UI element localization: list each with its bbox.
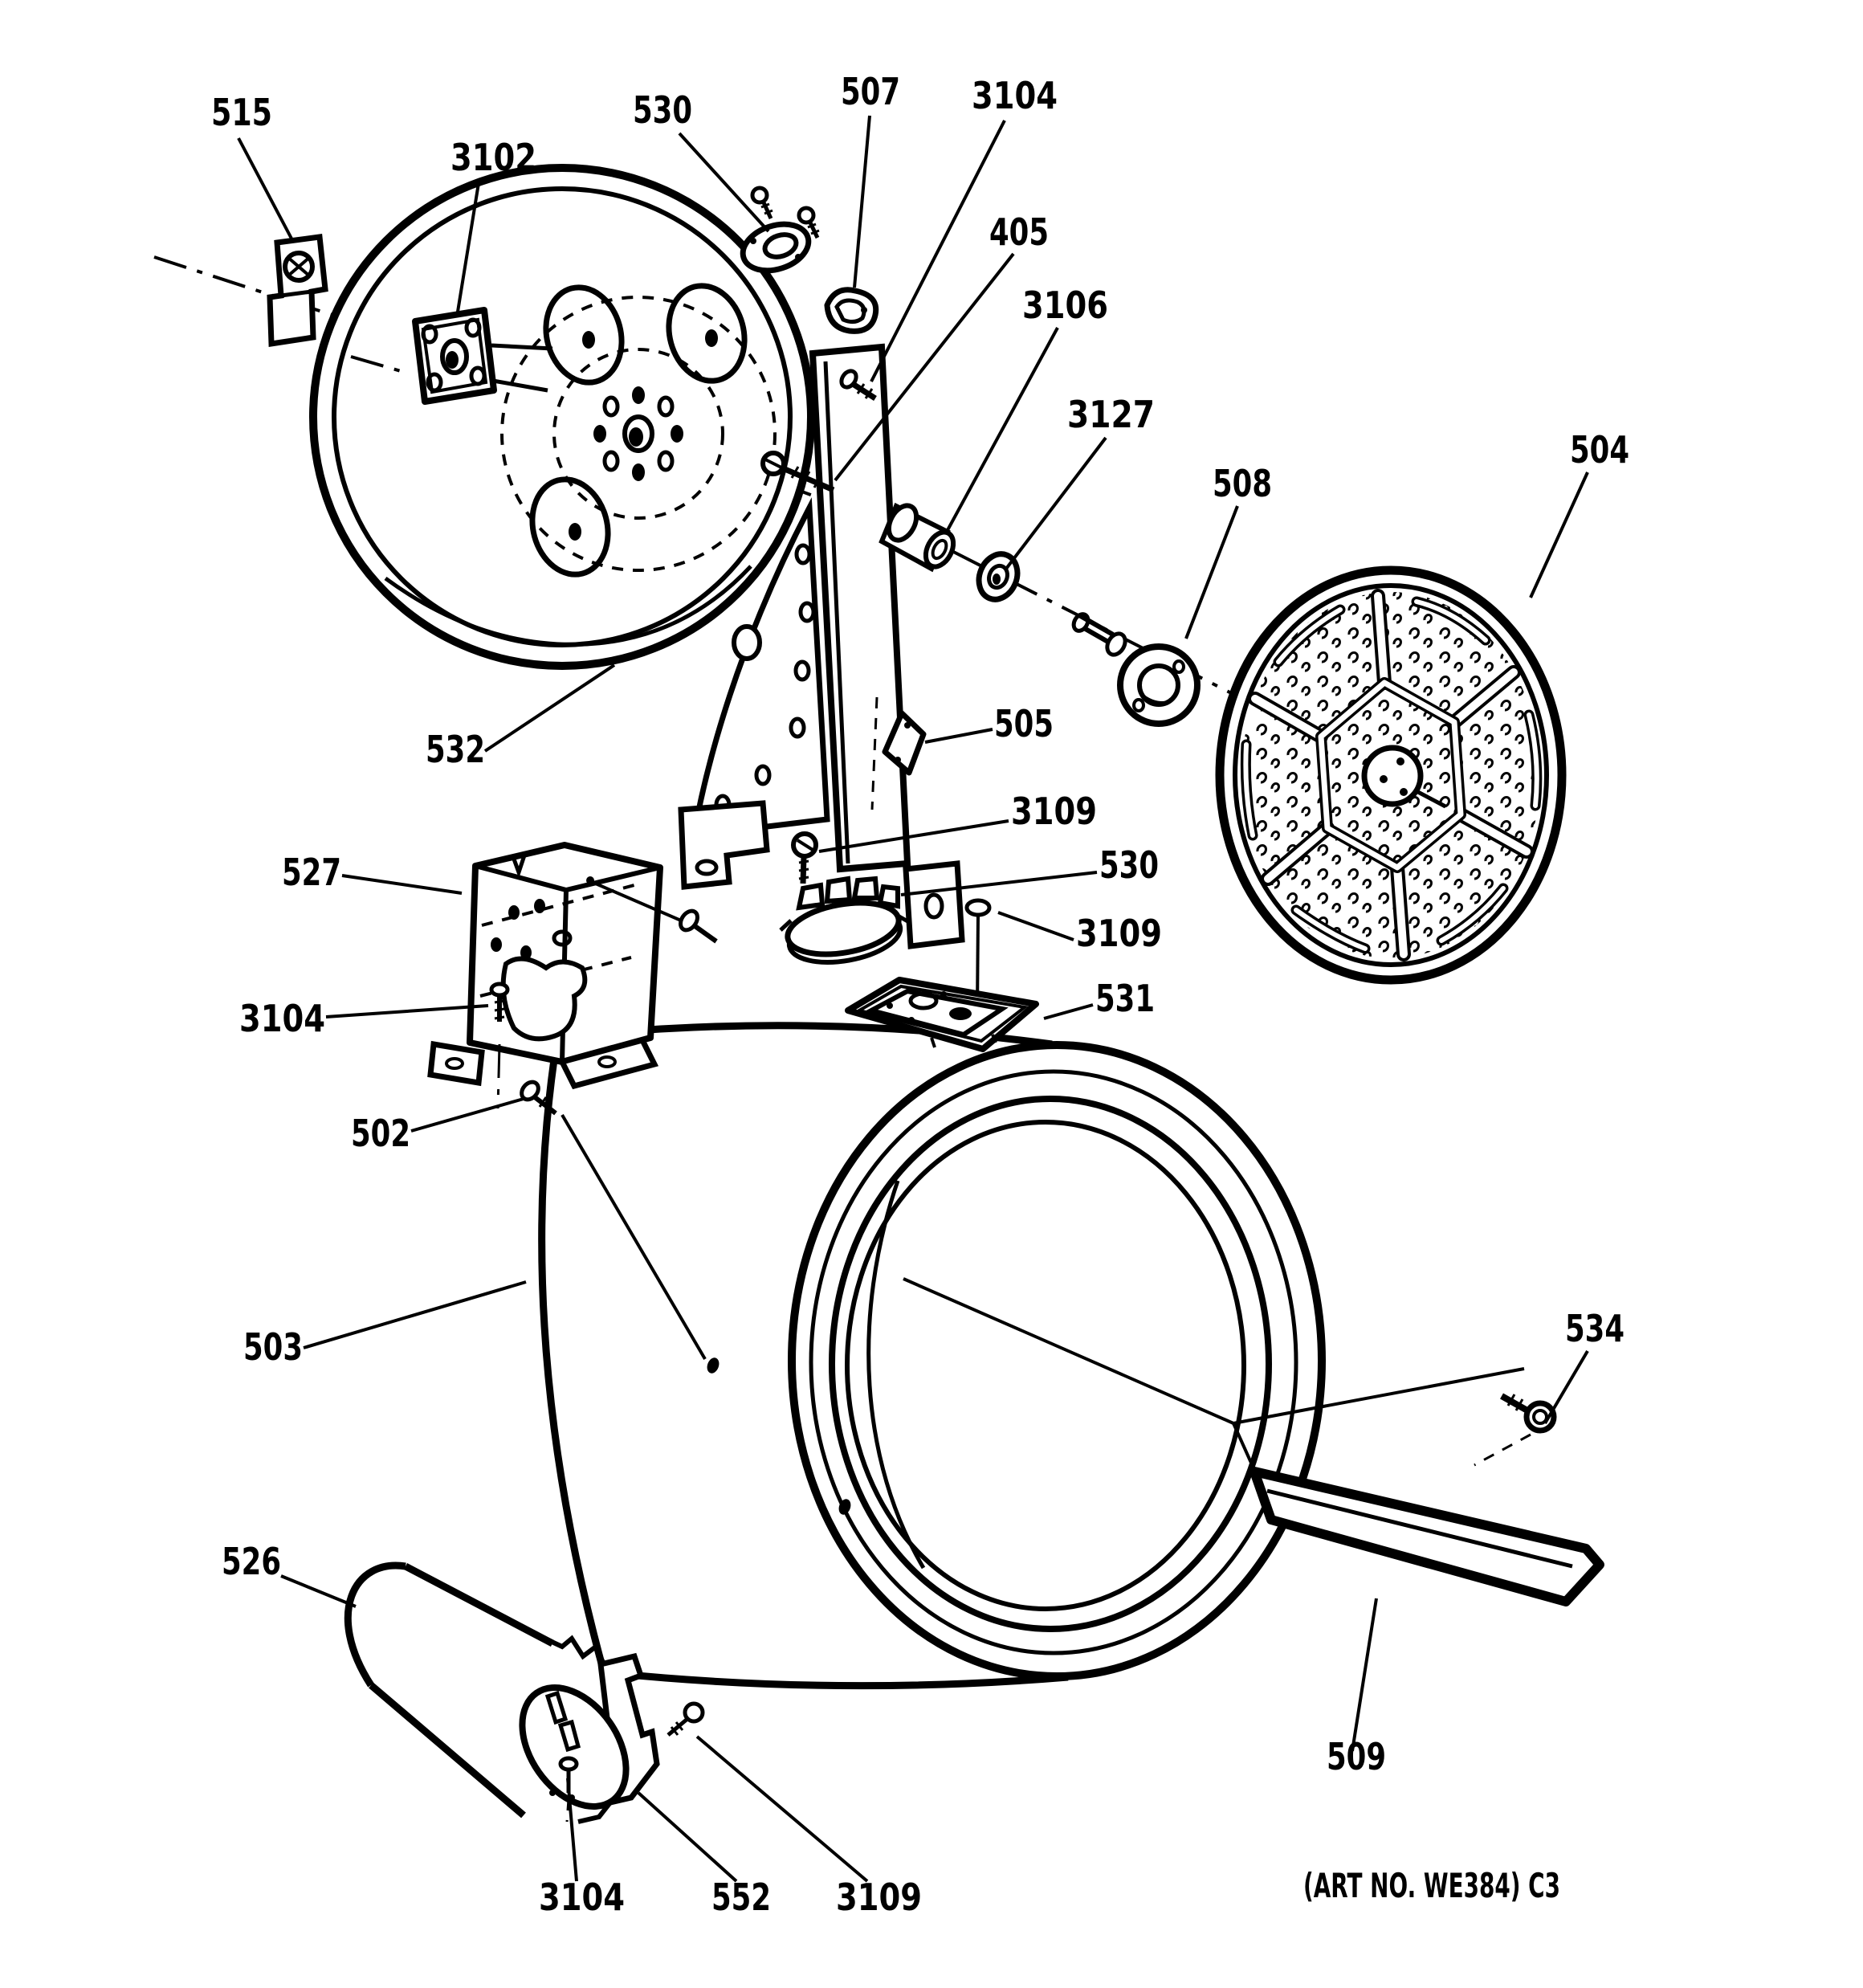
part-label-3109-b: 3109	[1076, 912, 1162, 955]
duct-foot-bracket	[906, 863, 962, 946]
part-label-552: 552	[711, 1876, 771, 1919]
part-534-screw	[1502, 1394, 1554, 1431]
part-label-509: 509	[1327, 1735, 1386, 1778]
part-3109-screw-c	[668, 1704, 703, 1735]
part-label-3104-left: 3104	[239, 997, 325, 1040]
part-label-504: 504	[1570, 428, 1629, 471]
part-label-507: 507	[841, 70, 900, 113]
art-number-footer: (ART NO. WE384) C3	[1303, 1866, 1560, 1905]
housing-foot-bracket	[681, 803, 767, 887]
part-label-534: 534	[1565, 1307, 1625, 1350]
part-label-515: 515	[211, 91, 272, 134]
part-label-508: 508	[1213, 462, 1272, 505]
blower-housing-bulkhead	[313, 168, 962, 946]
part-507-gasket	[827, 290, 876, 332]
part-label-532: 532	[426, 728, 485, 771]
part-label-3104-top: 3104	[972, 74, 1058, 117]
part-label-3102: 3102	[450, 136, 536, 179]
part-label-502: 502	[351, 1112, 410, 1155]
part-508-bearing	[1071, 611, 1197, 724]
part-label-3109-a: 3109	[1011, 790, 1097, 833]
part-label-505: 505	[994, 702, 1054, 745]
part-504-perforated-wheel	[1220, 570, 1562, 980]
part-label-527: 527	[282, 851, 341, 894]
part-530-thermostat	[781, 879, 909, 970]
part-label-531: 531	[1095, 977, 1155, 1020]
part-label-530-mid: 530	[1099, 843, 1159, 887]
part-label-3127: 3127	[1067, 393, 1155, 436]
part-label-503: 503	[243, 1325, 303, 1369]
part-label-3104-bottom: 3104	[539, 1876, 625, 1919]
part-label-526: 526	[222, 1540, 281, 1583]
part-label-405: 405	[989, 210, 1049, 254]
part-515-clip	[270, 237, 325, 344]
part-503-drum	[542, 1026, 1322, 1687]
part-label-530-top: 530	[633, 88, 692, 132]
part-3109-screw-a	[793, 834, 816, 884]
part-label-3106: 3106	[1022, 284, 1108, 327]
part-label-3109-bottom: 3109	[836, 1876, 922, 1919]
